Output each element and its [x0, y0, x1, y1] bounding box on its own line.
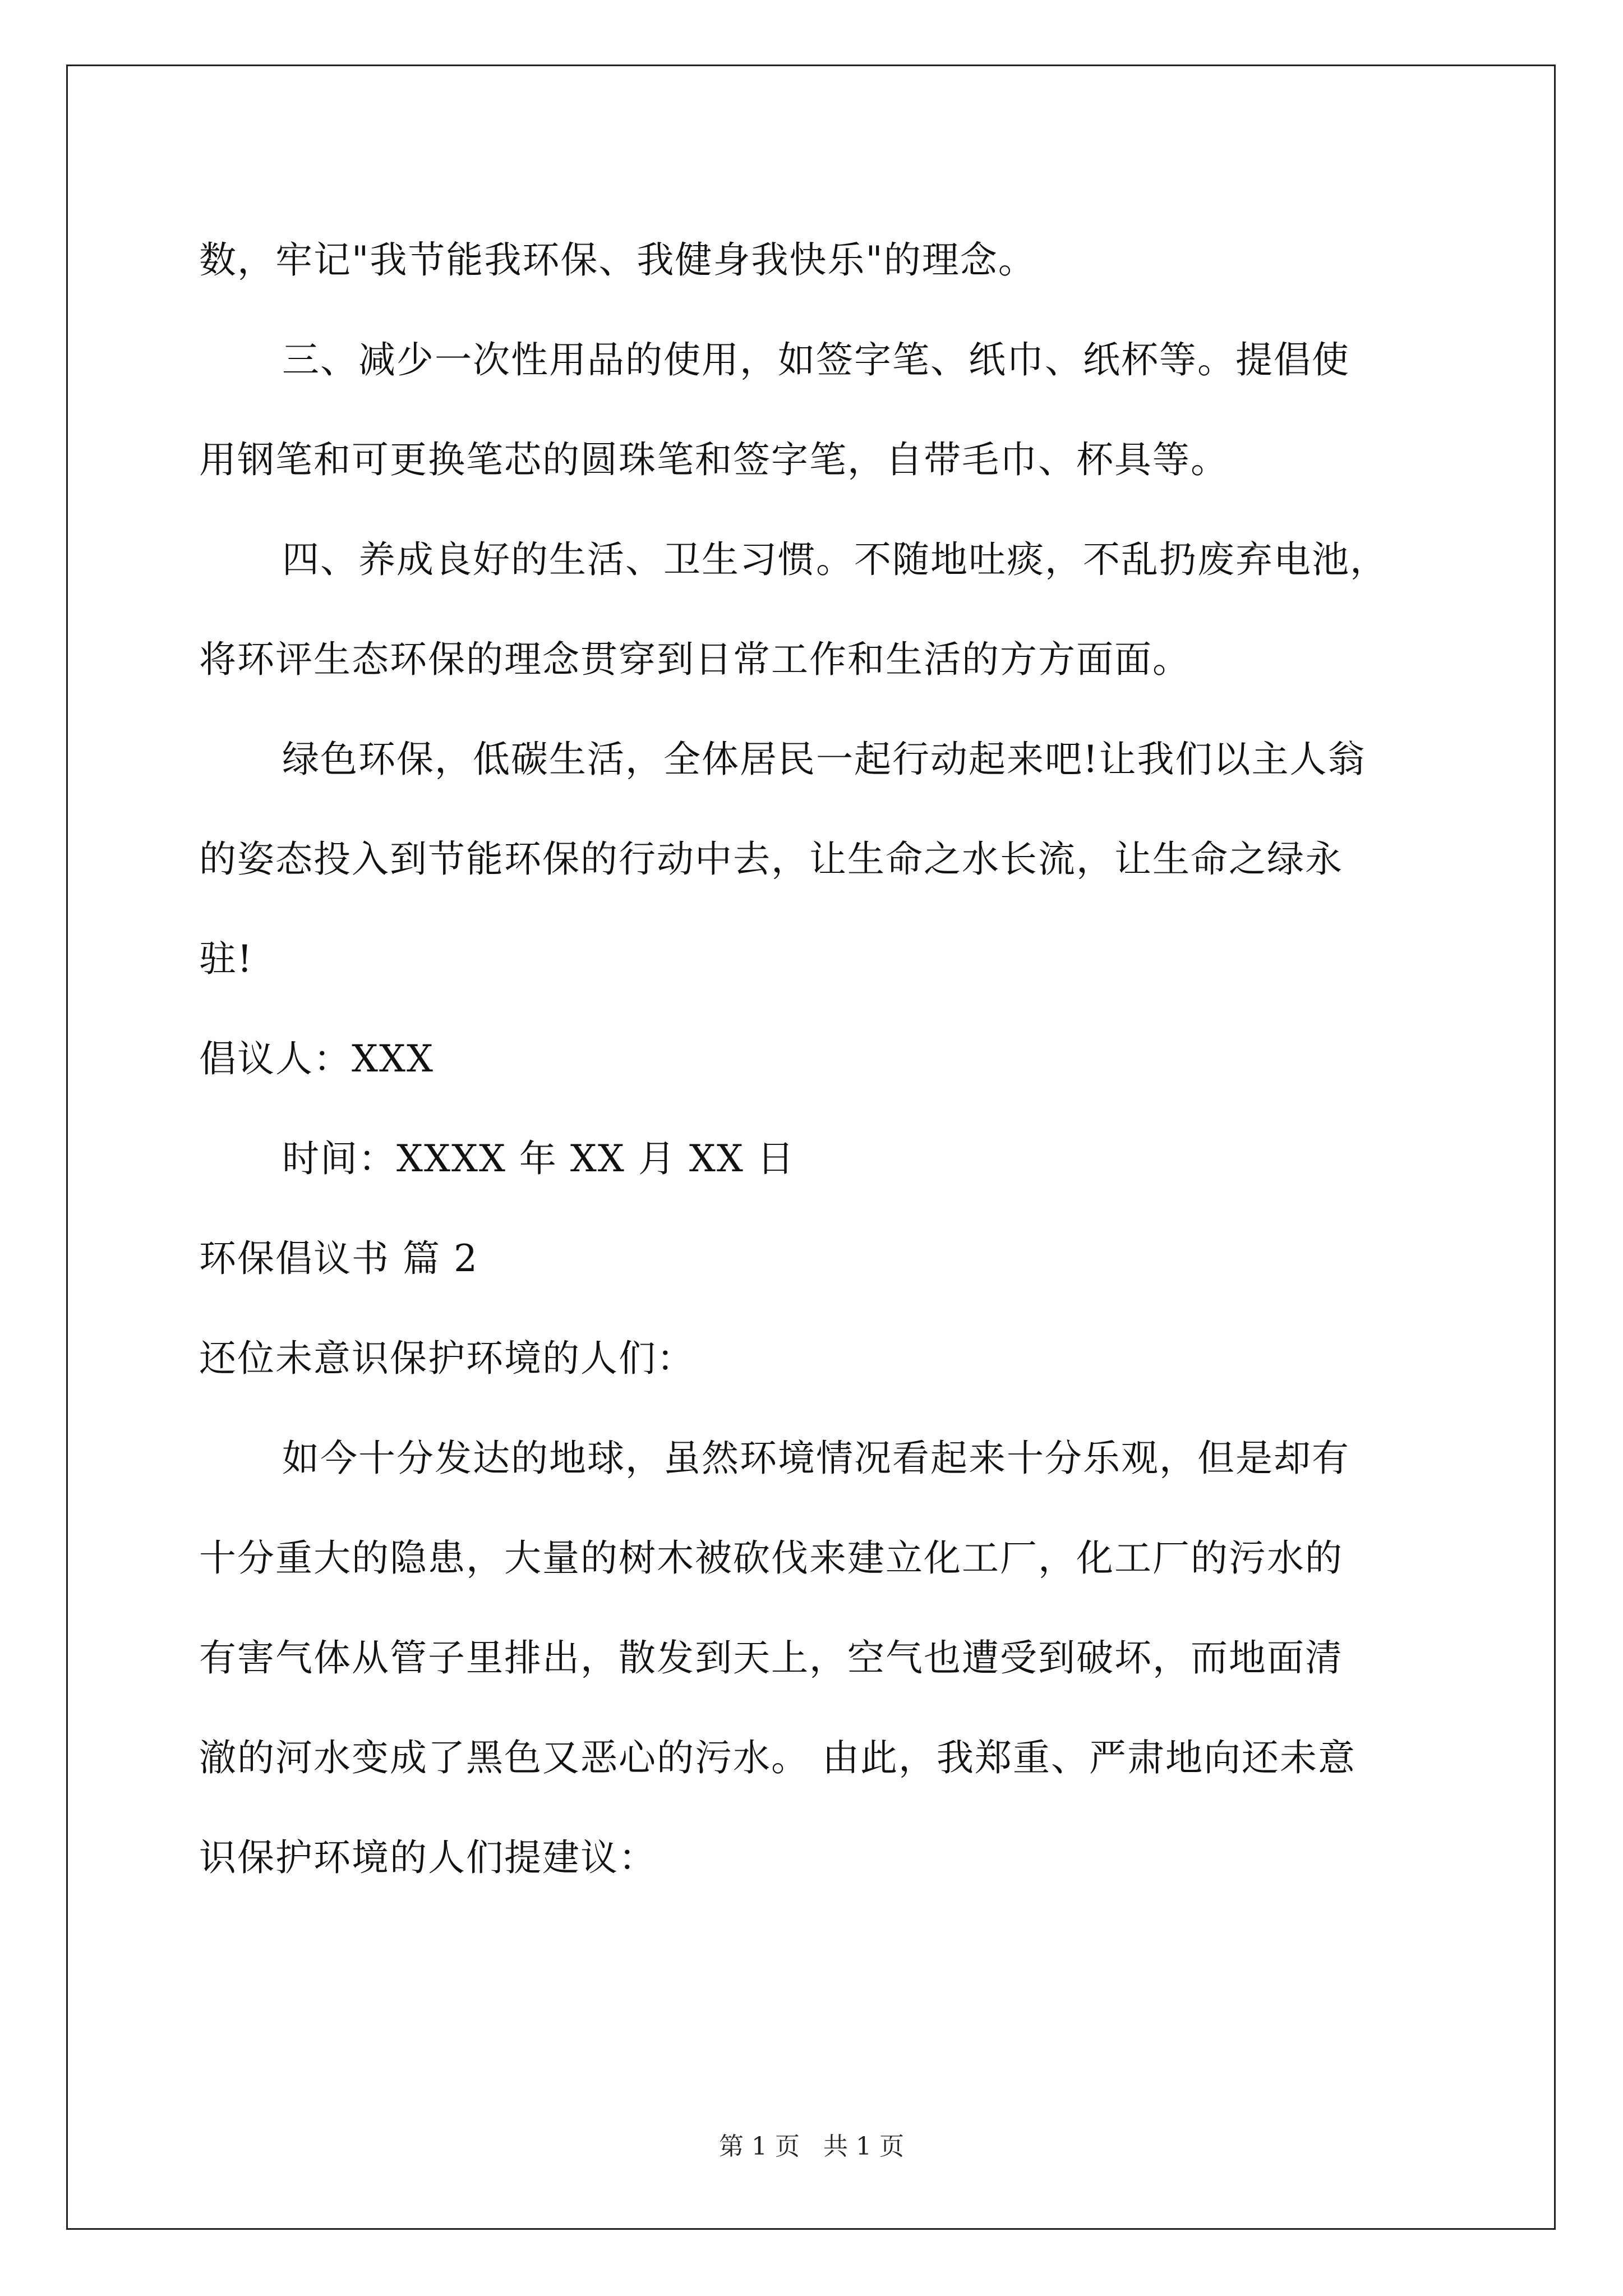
proposer-line: 倡议人：XXX [199, 1037, 434, 1080]
text-line: 的姿态投入到节能环保的行动中去，让生命之水长流，让生命之绿永 [199, 838, 1343, 881]
text-line: 澈的河水变成了黑色又恶心的污水。 由此，我郑重、严肃地向还未意 [199, 1736, 1356, 1779]
text-line: 驻! [199, 937, 253, 981]
text-line: 绿色环保，低碳生活，全体居民一起行动起来吧!让我们以主人翁 [282, 738, 1366, 781]
text-line: 有害气体从管子里排出，散发到天上，空气也遭受到破坏，而地面清 [199, 1636, 1343, 1680]
salutation: 还位未意识保护环境的人们： [199, 1337, 695, 1380]
page-footer: 第 1 页 共 1 页 [719, 2132, 904, 2161]
text-line: 识保护环境的人们提建议： [199, 1836, 657, 1879]
section-heading: 环保倡议书 篇 2 [199, 1237, 478, 1280]
text-line: 将环评生态环保的理念贯穿到日常工作和生活的方方面面。 [199, 638, 1191, 681]
text-line: 四、养成良好的生活、卫生习惯。不随地吐痰，不乱扔废弃电池， [282, 538, 1388, 581]
text-line: 数，牢记"我节能我环保、我健身我快乐"的理念。 [199, 238, 1036, 282]
text-line: 三、减少一次性用品的使用，如签字笔、纸巾、纸杯等。提倡使 [282, 338, 1350, 381]
date-line: 时间：XXXX 年 XX 月 XX 日 [282, 1137, 795, 1180]
text-line: 如今十分发达的地球，虽然环境情况看起来十分乐观，但是却有 [282, 1437, 1350, 1480]
text-line: 用钢笔和可更换笔芯的圆珠笔和签字笔，自带毛巾、杯具等。 [199, 438, 1229, 481]
document-body [199, 210, 1438, 1908]
text-line: 十分重大的隐患，大量的树木被砍伐来建立化工厂，化工厂的污水的 [199, 1536, 1343, 1580]
